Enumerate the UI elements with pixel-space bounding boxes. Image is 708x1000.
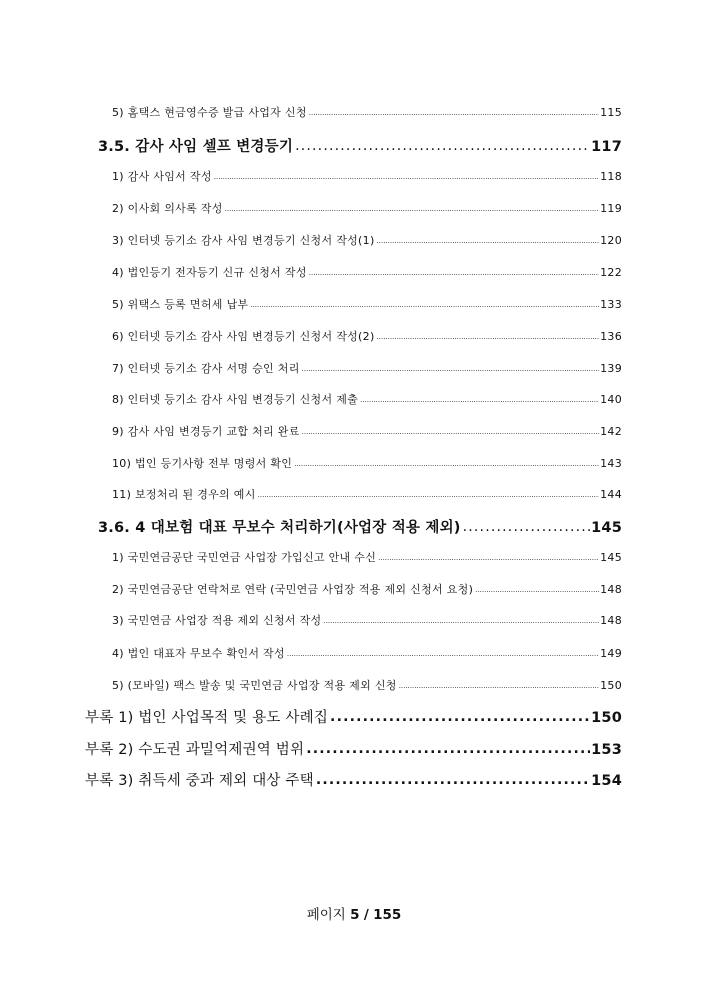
toc-entry-page: 144 — [600, 488, 622, 501]
toc-entry[interactable] — [112, 581, 622, 597]
toc-entry-page: 143 — [600, 457, 622, 470]
toc-entry-page: 154 — [591, 773, 622, 789]
toc-entry-page: 150 — [600, 679, 622, 692]
toc-entry-page: 122 — [600, 266, 622, 279]
toc-entry-title: 2) 이사회 의사록 작성 — [112, 202, 223, 215]
dot-leader — [250, 301, 599, 309]
dot-leader — [475, 586, 599, 594]
toc-entry-page: 149 — [600, 647, 622, 660]
toc-entry-title: 3) 국민연금 사업장 적용 제외 신청서 작성 — [112, 614, 322, 627]
toc-entry-page: 153 — [591, 742, 622, 758]
toc-entry[interactable] — [98, 135, 622, 156]
dot-leader — [214, 173, 599, 181]
toc-entry-title: 4) 법인등기 전자등기 신규 신청서 작성 — [112, 266, 307, 279]
dot-leader — [302, 365, 599, 373]
toc-entry[interactable] — [112, 232, 622, 248]
dot-leader — [287, 650, 599, 658]
toc-entry[interactable] — [112, 645, 622, 661]
toc-entry-title: 11) 보정처리 된 경우의 예시 — [112, 488, 256, 501]
toc-entry-title: 3.5. 감사 사임 셀프 변경등기 — [98, 139, 294, 155]
toc-entry-page: 145 — [600, 551, 622, 564]
dot-leader — [330, 709, 590, 725]
toc-entry[interactable] — [112, 455, 622, 471]
toc-entry[interactable] — [85, 706, 622, 727]
dot-leader — [316, 772, 590, 788]
toc-entry[interactable] — [112, 486, 622, 502]
toc-entry[interactable] — [112, 391, 622, 407]
toc-entry-title: 10) 법인 등기사항 전부 명령서 확인 — [112, 457, 293, 470]
toc-entry-title: 6) 인터넷 등기소 감사 사임 변경등기 신청서 작성(2) — [112, 330, 375, 343]
dot-leader — [306, 741, 590, 757]
toc-entry[interactable] — [112, 360, 622, 376]
toc-entry-title: 1) 감사 사임서 작성 — [112, 170, 212, 183]
toc-entry-page: 142 — [600, 425, 622, 438]
page-footer — [0, 903, 708, 923]
toc-entry[interactable] — [98, 516, 622, 537]
toc-entry[interactable] — [85, 769, 622, 790]
toc-entry-page: 120 — [600, 234, 622, 247]
toc-entry-title: 부록 1) 법인 사업목적 및 용도 사례집 — [85, 710, 329, 726]
toc-entry[interactable] — [112, 264, 622, 280]
toc-entry[interactable] — [112, 549, 622, 565]
toc-entry-title: 5) 홈택스 현금영수증 발급 사업자 신청 — [112, 106, 307, 119]
toc-entry-title: 5) (모바일) 팩스 발송 및 국민연금 사업장 적용 제외 신청 — [112, 679, 397, 692]
dot-leader — [309, 109, 599, 117]
toc-entry-title: 부록 3) 취득세 중과 제외 대상 주택 — [85, 773, 314, 789]
dot-leader — [378, 554, 599, 562]
total-pages: 155 — [373, 907, 402, 923]
toc-entry-page: 140 — [600, 393, 622, 406]
current-page-number: 5 — [350, 907, 360, 923]
dot-leader — [377, 237, 600, 245]
toc-entry[interactable] — [112, 612, 622, 628]
dot-leader — [295, 138, 590, 154]
toc-entry-title: 3) 인터넷 등기소 감사 사임 변경등기 신청서 작성(1) — [112, 234, 375, 247]
toc-entry[interactable] — [85, 738, 622, 759]
toc-entry-page: 136 — [600, 330, 622, 343]
toc-entry[interactable] — [112, 328, 622, 344]
dot-leader — [360, 396, 599, 404]
toc-entry-title: 2) 국민연금공단 연락처로 연락 (국민연금 사업장 적용 제외 신청서 요청) — [112, 583, 474, 596]
dot-leader — [309, 269, 599, 277]
toc-entry-page: 148 — [600, 583, 622, 596]
toc-entry[interactable] — [112, 423, 622, 439]
toc-entry-title: 8) 인터넷 등기소 감사 사임 변경등기 신청서 제출 — [112, 393, 359, 406]
dot-leader — [258, 491, 599, 499]
toc-entry[interactable] — [112, 104, 622, 120]
dot-leader — [323, 617, 599, 625]
toc-entry-title: 3.6. 4 대보험 대표 무보수 처리하기(사업장 적용 제외) — [98, 520, 461, 536]
toc-entry-page: 150 — [591, 710, 622, 726]
toc-entry[interactable] — [112, 677, 622, 693]
toc-entry-title: 1) 국민연금공단 국민연금 사업장 가입신고 안내 수신 — [112, 551, 377, 564]
toc-entry-page: 118 — [600, 170, 622, 183]
toc-entry-page: 133 — [600, 298, 622, 311]
toc-entry-title: 9) 감사 사임 변경등기 교합 처리 완료 — [112, 425, 300, 438]
toc-entry-page: 117 — [591, 139, 622, 155]
toc-entry-page: 115 — [600, 106, 622, 119]
dot-leader — [302, 428, 599, 436]
toc-entry-title: 7) 인터넷 등기소 감사 서명 승인 처리 — [112, 362, 300, 375]
toc-entry[interactable] — [112, 200, 622, 216]
toc-entry-page: 119 — [600, 202, 622, 215]
toc-entry-page: 139 — [600, 362, 622, 375]
page-label: 페이지 — [306, 907, 346, 923]
dot-leader — [294, 460, 599, 468]
toc-entry-page: 148 — [600, 614, 622, 627]
toc-entry-page: 145 — [591, 520, 622, 536]
dot-leader — [225, 205, 599, 213]
toc-entry-title: 부록 2) 수도권 과밀억제권역 범위 — [85, 742, 305, 758]
dot-leader — [463, 519, 591, 535]
toc-entry[interactable] — [112, 168, 622, 184]
toc-entry-title: 4) 법인 대표자 무보수 확인서 작성 — [112, 647, 285, 660]
dot-leader — [377, 333, 600, 341]
toc-entry-title: 5) 위택스 등록 면허세 납부 — [112, 298, 249, 311]
page-separator: / — [363, 907, 369, 923]
toc-entry[interactable] — [112, 296, 622, 312]
dot-leader — [399, 682, 599, 690]
